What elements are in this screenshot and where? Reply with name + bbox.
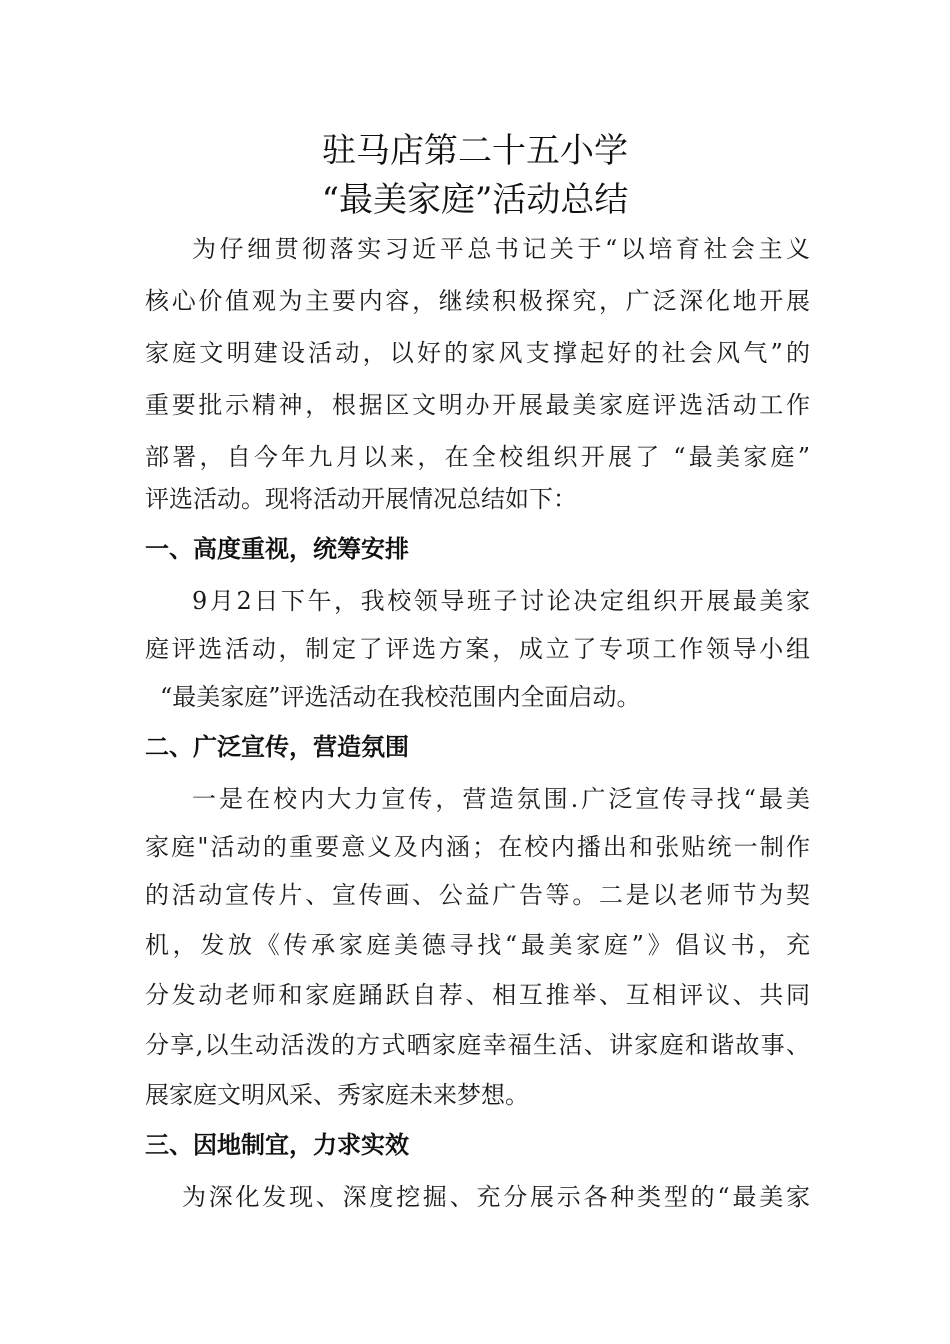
section-line: 为深化发现、深度挖掘、充分展示各种类型的“最美家 bbox=[182, 1183, 810, 1211]
section-line: 9月2日下午，我校领导班子讨论决定组织开展最美家 bbox=[192, 587, 810, 615]
document-title-school: 驻马店第二十五小学 bbox=[322, 131, 628, 171]
section-heading: 三、因地制宜，力求实效 bbox=[145, 1131, 409, 1159]
section-line: 庭评选活动，制定了评选方案，成立了专项工作领导小组 bbox=[145, 635, 810, 663]
section-line: 的活动宣传片、宣传画、公益广告等。二是以老师节为契 bbox=[145, 881, 810, 909]
section-heading: 一、高度重视，统筹安排 bbox=[145, 535, 409, 563]
section-line: “最美家庭”评选活动在我校范围内全面启动。 bbox=[160, 683, 641, 711]
section-line: 机，发放《传承家庭美德寻找“最美家庭”》倡议书，充 bbox=[145, 931, 810, 959]
section-line: 展家庭文明风采、秀家庭未来梦想。 bbox=[145, 1081, 529, 1109]
document-title-activity: “最美家庭”活动总结 bbox=[321, 180, 629, 220]
section-heading: 二、广泛宣传，营造氛围 bbox=[145, 733, 409, 761]
intro-line: 家庭文明建设活动，以好的家风支撑起好的社会风气”的 bbox=[145, 339, 810, 367]
section-line: 分发动老师和家庭踊跃自荐、相互推举、互相评议、共同 bbox=[145, 981, 810, 1009]
intro-line: 核心价值观为主要内容，继续积极探究，广泛深化地开展 bbox=[145, 287, 810, 315]
intro-line: 部署，自今年九月以来，在全校组织开展了 “最美家庭” bbox=[145, 443, 810, 471]
section-line: 家庭"活动的重要意义及内涵；在校内播出和张贴统一制作 bbox=[145, 833, 810, 861]
section-line: 分享,以生动活泼的方式晒家庭幸福生活、讲家庭和谐故事、 bbox=[145, 1031, 810, 1059]
section-line: 一是在校内大力宣传，营造氛围.广泛宣传寻找“最美 bbox=[192, 785, 810, 813]
intro-line: 重要批示精神，根据区文明办开展最美家庭评选活动工作 bbox=[145, 391, 810, 419]
intro-line: 评选活动。现将活动开展情况总结如下： bbox=[145, 485, 577, 513]
intro-line: 为仔细贯彻落实习近平总书记关于“以培育社会主义 bbox=[192, 235, 810, 263]
